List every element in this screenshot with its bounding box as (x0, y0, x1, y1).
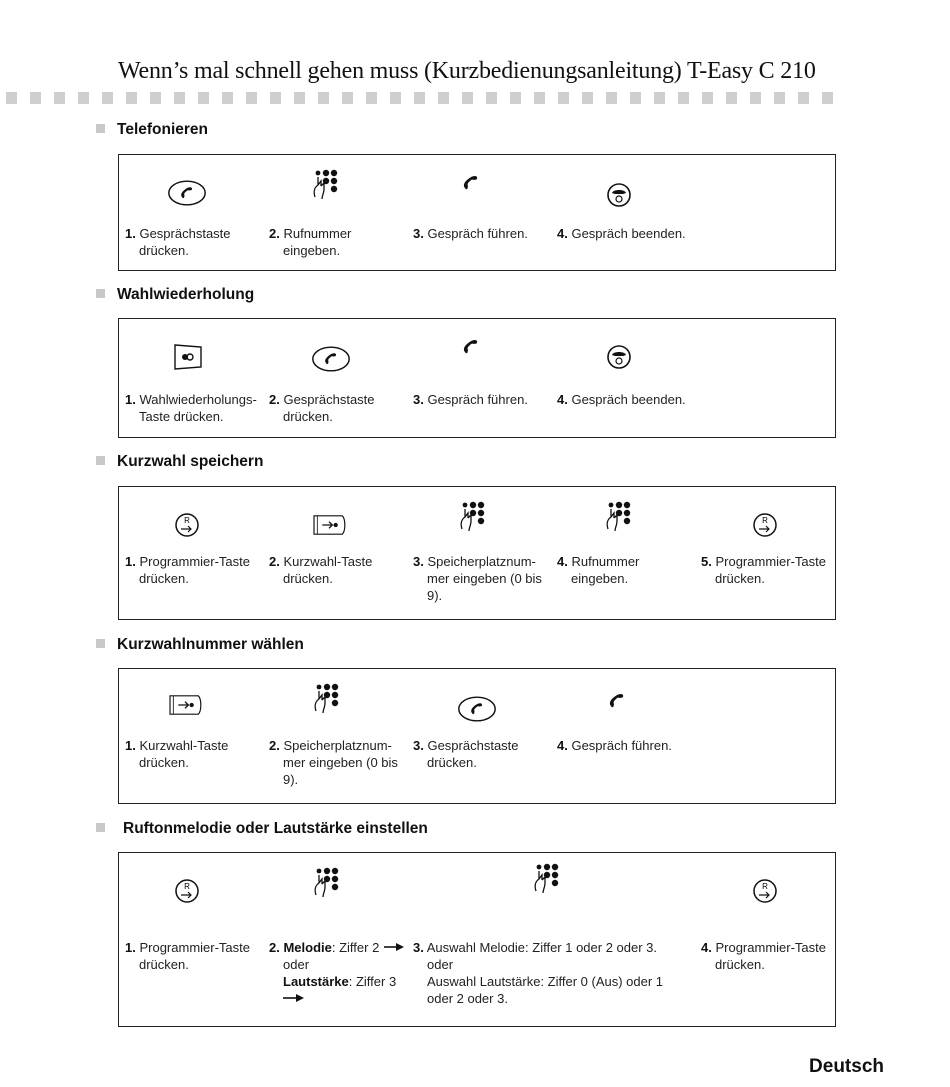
speed-dial-key-icon (309, 507, 349, 543)
step-4: 4. Gespräch führen. (557, 738, 672, 753)
call-key-icon (311, 341, 351, 377)
step-4: 4. Gespräch beenden. (557, 226, 686, 241)
end-call-key-icon (599, 339, 639, 375)
arrow-right-icon (383, 942, 405, 952)
step-3: 3. Gespräch führen. (413, 392, 528, 407)
steps-box-ruftonmelodie (118, 852, 836, 1027)
svg-text:R: R (762, 516, 768, 525)
page-title: Wenn’s mal schnell gehen muss (Kurzbedienungsanleitung) T-Easy C 210 (118, 58, 816, 84)
svg-text:R: R (184, 882, 190, 891)
steps-box-kurzwahl-speichern (118, 486, 836, 620)
end-call-key-icon (599, 177, 639, 213)
step-1: 1. Wahlwiederholungs- Taste drücken. (125, 392, 257, 424)
call-key-icon (457, 691, 497, 727)
program-key-icon (745, 507, 785, 543)
dotted-divider (6, 92, 836, 104)
svg-text:R: R (762, 882, 768, 891)
step-3: 3. Gespräch führen. (413, 226, 528, 241)
keypad-icon (597, 499, 637, 535)
keypad-icon (305, 681, 345, 717)
step-2: 2. Gesprächstaste drücken. (269, 392, 375, 424)
section-heading-telefonieren: Telefonieren (96, 121, 208, 139)
step-5: 5. Programmier-Taste drücken. (701, 554, 826, 586)
step-3: 3. Auswahl Melodie: Ziffer 1 oder 2 oder 3. oder Auswahl Lautstärke: Ziffer 0 (Aus) oder 1 oder 2 oder 3. (413, 940, 664, 1006)
step-2: 2. Kurzwahl-Taste drücken. (269, 554, 373, 586)
keypad-icon (305, 865, 345, 901)
steps-box-telefonieren (118, 154, 836, 271)
section-heading-ruftonmelodie: Ruftonmelodie oder Lautstärke einstellen (96, 820, 428, 838)
step-4: 4. Gespräch beenden. (557, 392, 686, 407)
svg-text:R: R (184, 516, 190, 525)
bullet-square (96, 289, 105, 298)
program-key-icon (167, 873, 207, 909)
handset-icon (451, 333, 491, 369)
step-2: 2. Speicherplatznum- mer eingeben (0 bis 9). (269, 738, 398, 787)
speed-dial-key-icon (165, 687, 205, 723)
redial-key-icon (169, 339, 209, 375)
step-3: 3. Gesprächstaste drücken. (413, 738, 519, 770)
bullet-square (96, 639, 105, 648)
bullet-square (96, 823, 105, 832)
bullet-square (96, 456, 105, 465)
keypad-icon (451, 499, 491, 535)
steps-box-wahlwiederholung (118, 318, 836, 438)
steps-box-kurzwahlnummer-waehlen (118, 668, 836, 804)
step-1: 1. Programmier-Taste drücken. (125, 940, 250, 972)
step-4: 4. Rufnummer eingeben. (557, 554, 640, 586)
call-key-icon (167, 175, 207, 211)
footer-language-label: Deutsch (809, 1056, 884, 1077)
step-3: 3. Speicherplatznum- mer eingeben (0 bis 9). (413, 554, 542, 603)
handset-icon (597, 687, 637, 723)
step-2: 2. Rufnummer eingeben. (269, 226, 352, 258)
arrow-right-icon (283, 993, 305, 1003)
bullet-square (96, 124, 105, 133)
step-4: 4. Programmier-Taste drücken. (701, 940, 826, 972)
keypad-icon (525, 861, 565, 897)
step-1: 1. Programmier-Taste drücken. (125, 554, 250, 586)
program-key-icon (167, 507, 207, 543)
section-heading-wahlwiederholung: Wahlwiederholung (96, 286, 254, 304)
section-heading-kurzwahl-speichern: Kurzwahl speichern (96, 453, 263, 471)
keypad-icon (304, 167, 344, 203)
handset-icon (451, 169, 491, 205)
step-2: 2. Melodie: Ziffer 2 oder Lautstärke: Ziffer 3 (269, 939, 417, 1007)
step-1: 1. Gesprächstaste drücken. (125, 226, 231, 258)
section-heading-kurzwahlnummer-waehlen: Kurzwahlnummer wählen (96, 636, 304, 654)
step-1: 1. Kurzwahl-Taste drücken. (125, 738, 229, 770)
program-key-icon (745, 873, 785, 909)
